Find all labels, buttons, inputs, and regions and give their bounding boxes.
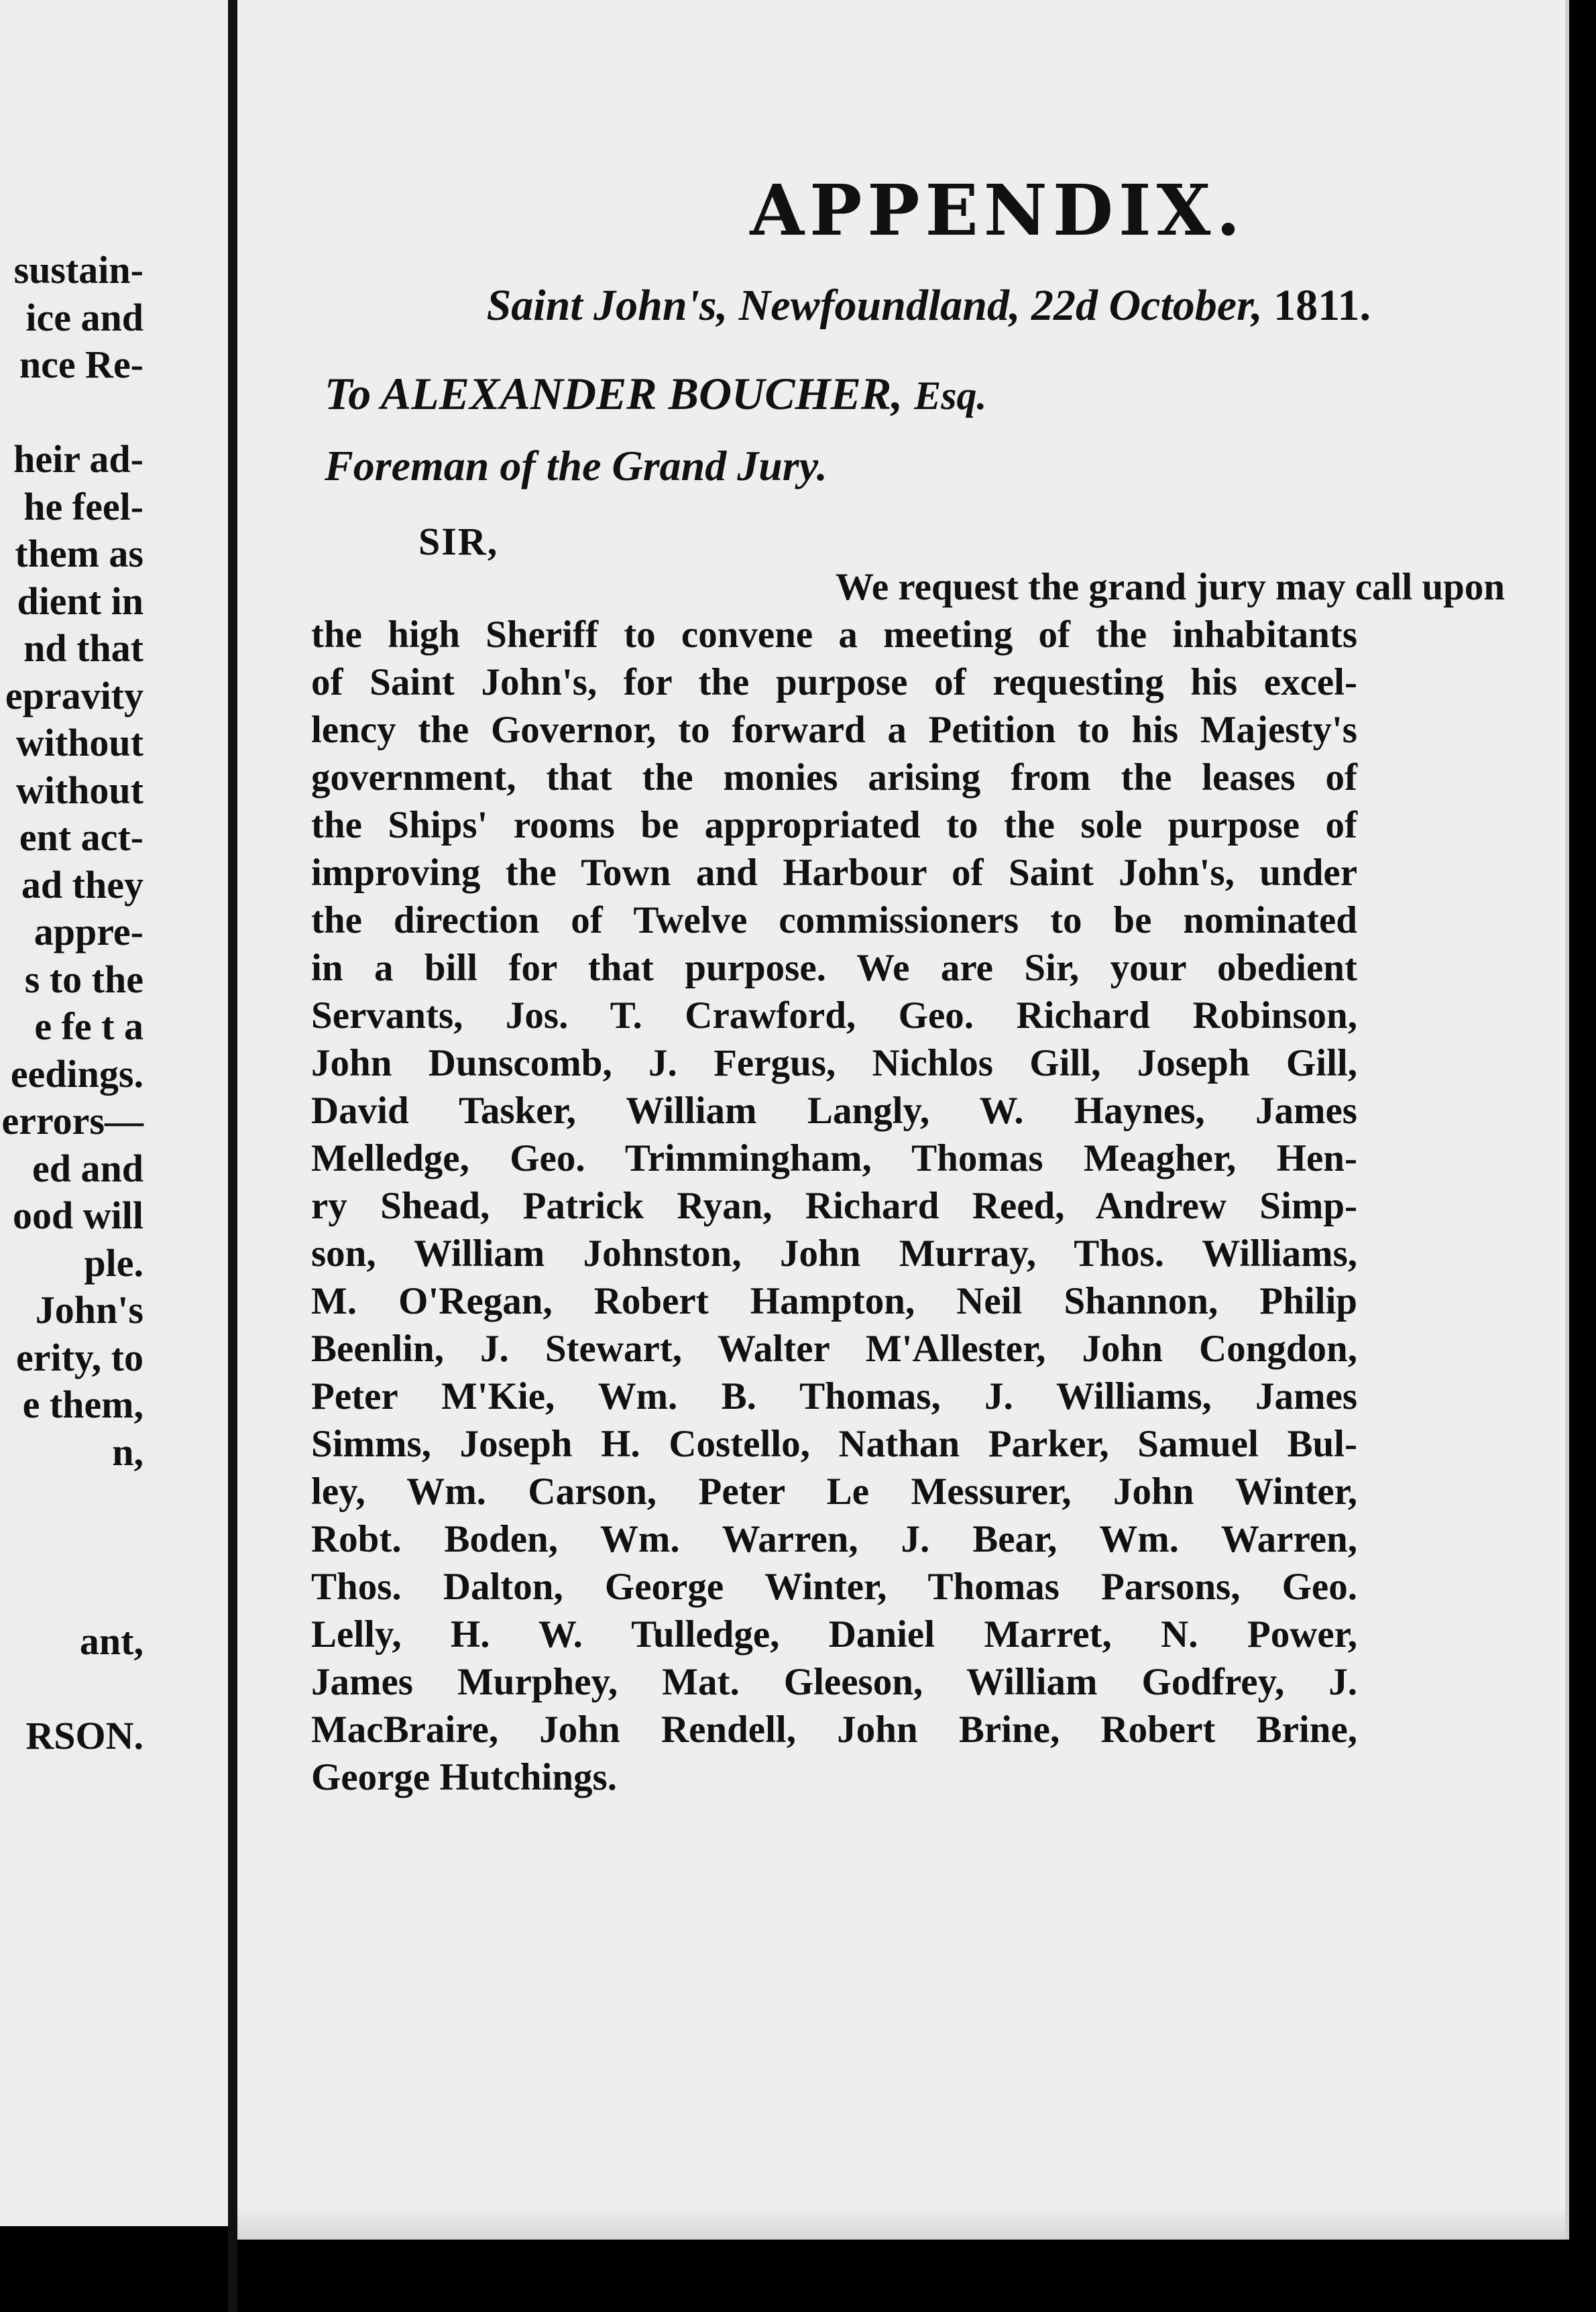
fragment-line: nd that [23, 626, 144, 670]
page-gutter [228, 0, 237, 2312]
fragment-line: epravity [5, 673, 144, 717]
body-line: We request the grand jury may call upon [836, 566, 1505, 608]
body-line: James Murphey, Mat. Gleeson, William Godfrey, J. [311, 1661, 1357, 1703]
fragment-line: e them, [22, 1383, 144, 1426]
body-line: M. O'Regan, Robert Hampton, Neil Shannon, Philip [311, 1280, 1357, 1322]
fragment-line: erity, to [15, 1335, 144, 1379]
body-line: improving the Town and Harbour of Saint John's, under [311, 852, 1357, 894]
body-line: George Hutchings. [311, 1756, 617, 1798]
fragment-line: ood will [13, 1194, 144, 1237]
body-line: Peter M'Kie, Wm. B. Thomas, J. Williams, James [311, 1375, 1357, 1418]
fragment-line [0, 1476, 144, 1523]
body-line: the direction of Twelve commissioners to be nominated [311, 899, 1357, 941]
body-line: Beenlin, J. Stewart, Walter M'Allester, John Congdon, [311, 1328, 1357, 1370]
body-line: lency the Governor, to forward a Petition to his Majesty's [311, 709, 1357, 751]
body-line: David Tasker, William Langly, W. Haynes, James [311, 1090, 1357, 1132]
body-line: the Ships' rooms be appropriated to the sole purpose of [311, 804, 1357, 846]
body-line: ley, Wm. Carson, Peter Le Messurer, John Winter, [311, 1470, 1357, 1513]
body-line: Simms, Joseph H. Costello, Nathan Parker, Samuel Bul- [311, 1423, 1357, 1465]
dateline-place: Saint John's, Newfoundland, 22d October, [486, 281, 1263, 330]
fragment-line: RSON. [25, 1713, 144, 1757]
body-line: MacBraire, John Rendell, John Brine, Robert Brine, [311, 1709, 1357, 1751]
fragment-line: ad they [21, 862, 144, 907]
letter-body [311, 563, 1505, 1801]
body-line: the high Sheriff to convene a meeting of the inhabitants [311, 614, 1357, 656]
fragment-line: ed and [32, 1146, 144, 1190]
body-line: in a bill for that purpose. We are Sir, your obedient [311, 947, 1357, 989]
body-line: Robt. Boden, Wm. Warren, J. Bear, Wm. Warren, [311, 1518, 1357, 1560]
body-line: ry Shead, Patrick Ryan, Richard Reed, Andrew Simp- [311, 1185, 1357, 1227]
addressee-name: To ALEXANDER BOUCHER, [325, 368, 903, 419]
fragment-line: John's [35, 1288, 144, 1332]
salutation: SIR, [418, 520, 499, 563]
body-line: Servants, Jos. T. Crawford, Geo. Richard Robinson, [311, 994, 1357, 1037]
fragment-line: ent act- [19, 815, 144, 859]
dateline-year: 1811. [1273, 281, 1371, 330]
fragment-line [0, 1570, 144, 1618]
fragment-line: dient in [17, 579, 144, 623]
fragment-line: without [15, 721, 144, 764]
fragment-line: appre- [34, 910, 144, 953]
fragment-line: without [15, 768, 144, 812]
fragment-line: eedings. [10, 1051, 144, 1096]
addressee [325, 367, 987, 420]
fragment-line: errors— [1, 1099, 144, 1143]
body-line: Melledge, Geo. Trimmingham, Thomas Meagher, Hen- [311, 1137, 1357, 1179]
fragment-line: nce Re- [19, 343, 144, 386]
fragment-line: s to the [24, 957, 144, 1001]
fragment-line: e fe t a [34, 1004, 144, 1048]
fragment-line [0, 1523, 144, 1571]
body-line: Lelly, H. W. Tulledge, Daniel Marret, N. Power, [311, 1613, 1357, 1656]
addressee-suffix: Esq. [914, 373, 987, 418]
fragment-line: heir ad- [13, 437, 144, 481]
fragment-line: them as [15, 532, 144, 575]
body-line: Thos. Dalton, George Winter, Thomas Parsons, Geo. [311, 1566, 1357, 1608]
previous-page-text [0, 247, 144, 1759]
previous-page-fragment [0, 0, 228, 2226]
fragment-line: ple. [84, 1240, 144, 1285]
dateline [237, 280, 1371, 331]
fragment-line [0, 1665, 144, 1713]
fragment-line: he feel- [23, 484, 144, 528]
fragment-line: sustain- [13, 248, 144, 292]
fragment-line: ice and [25, 295, 144, 339]
body-line: son, William Johnston, John Murray, Thos. Williams, [311, 1232, 1357, 1275]
page-bottom-edge [237, 2206, 1565, 2240]
page-title: APPENDIX. [750, 169, 1246, 251]
fragment-line: ant, [79, 1619, 144, 1663]
body-line: government, that the monies arising from the leases of [311, 756, 1357, 799]
fragment-line [0, 389, 144, 437]
appendix-page [237, 0, 1569, 2240]
fragment-line: n, [112, 1430, 144, 1474]
body-line: of Saint John's, for the purpose of requesting his excel- [311, 661, 1357, 703]
addressee-title: Foreman of the Grand Jury. [325, 442, 828, 489]
body-line: John Dunscomb, J. Fergus, Nichlos Gill, Joseph Gill, [311, 1042, 1357, 1084]
